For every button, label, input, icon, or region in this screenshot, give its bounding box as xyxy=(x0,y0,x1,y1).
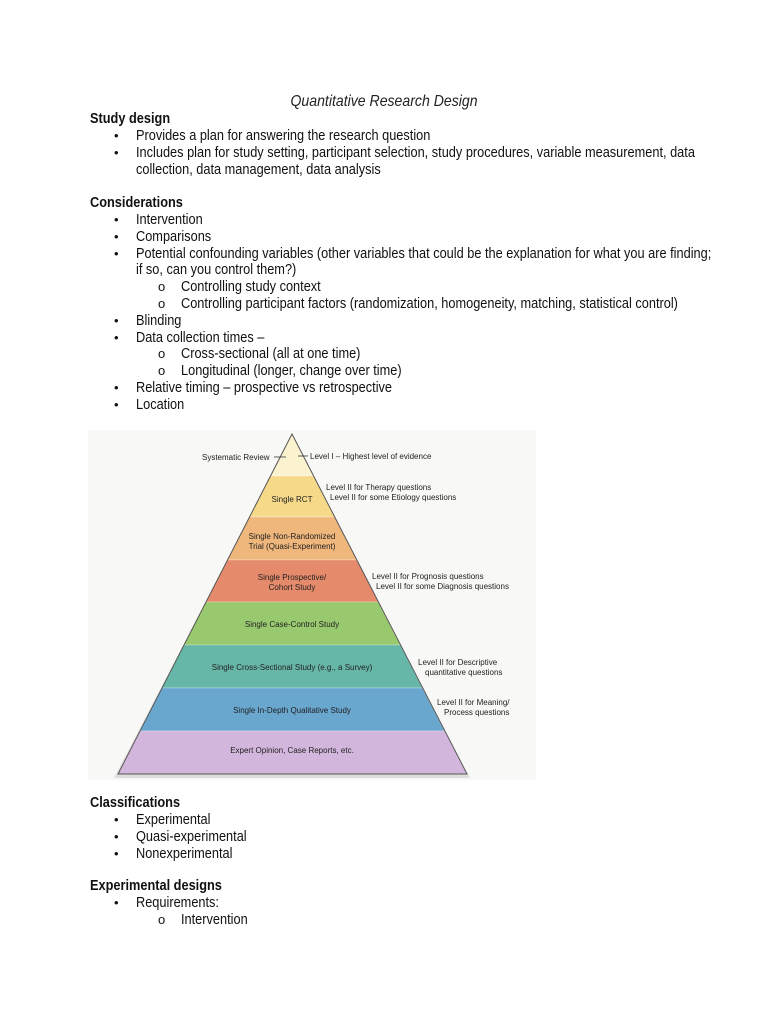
list-item: • Provides a plan for answering the research question xyxy=(114,128,431,144)
systematic-review-label: Systematic Review xyxy=(202,453,270,462)
bullet: • xyxy=(114,144,119,160)
level-label-quasi-line1: Single Non-Randomized xyxy=(248,532,336,541)
level-label-cohort-line2: Cohort Study xyxy=(268,583,316,592)
bullet: • xyxy=(114,128,119,143)
study-design-list xyxy=(90,128,730,178)
bullet: • xyxy=(114,379,119,395)
list-item: • Relative timing – prospective vs retrospective xyxy=(114,379,393,396)
level-label-quasi-line2: Trial (Quasi-Experiment) xyxy=(248,542,336,551)
sublist xyxy=(136,346,730,380)
experimental-designs-section xyxy=(90,878,730,929)
annotation-descriptive-line1: Level II for Descriptive xyxy=(418,658,498,667)
annotation-prognosis: Level II for Prognosis questions xyxy=(372,572,484,581)
level-label-cohort-line1: Single Prospective/ xyxy=(257,573,327,582)
sublist xyxy=(136,912,730,929)
experimental-designs-heading: Experimental designs xyxy=(90,878,222,894)
level-label-qualitative: Single In-Depth Qualitative Study xyxy=(233,706,351,715)
bullet: • xyxy=(114,228,119,244)
list-item: • Experimental xyxy=(114,812,211,828)
evidence-pyramid xyxy=(88,430,536,780)
list-item: • Location xyxy=(114,396,185,413)
bullet: • xyxy=(114,329,119,345)
level-label-case-control: Single Case-Control Study xyxy=(244,620,340,629)
evidence-pyramid-figure xyxy=(88,430,536,780)
list-item: • Potential confounding variables (other variables that could be the explanation for what you are finding; if so, can you control them?) o Controlling study context o Controlling participant factors (randomization, homogeneity, matching, statistical control) xyxy=(90,246,730,313)
bullet: • xyxy=(114,895,119,910)
bullet: • xyxy=(114,812,119,827)
annotation-diagnosis: Level II for some Diagnosis questions xyxy=(376,582,509,591)
bullet: • xyxy=(114,212,119,227)
circle-bullet: o xyxy=(158,295,166,311)
annotation-therapy: Level II for Therapy questions xyxy=(326,483,432,492)
bullet: • xyxy=(114,245,119,261)
circle-bullet: o xyxy=(158,279,166,295)
sublist-item: o Longitudinal (longer, change over time) xyxy=(158,363,402,380)
list-item: • Requirements: o Intervention xyxy=(90,895,730,929)
sublist xyxy=(136,279,730,313)
bullet: • xyxy=(114,845,119,861)
list-item: • Includes plan for study setting, participant selection, study procedures, variable measurement, data collection, data management, data analysis xyxy=(114,144,695,178)
bullet: • xyxy=(114,828,119,844)
list-item: • Data collection times – o Cross-sectional (all at one time) o Longitudinal (longer, change over time) xyxy=(90,330,730,380)
list-item: • Intervention xyxy=(114,212,203,228)
circle-bullet: o xyxy=(158,363,166,379)
classifications-heading: Classifications xyxy=(90,795,181,811)
list-item: • Quasi-experimental xyxy=(114,828,247,845)
classifications-list xyxy=(90,812,730,862)
sublist-item: o Intervention xyxy=(158,911,248,928)
circle-bullet: o xyxy=(158,346,166,362)
annotation-level1: Level I – Highest level of evidence xyxy=(310,452,432,461)
list-item: • Nonexperimental xyxy=(114,845,233,862)
annotation-meaning-line2: Process questions xyxy=(444,708,510,717)
bullet: • xyxy=(114,396,119,412)
page-title: Quantitative Research Design xyxy=(290,93,478,110)
pyramid-level-band xyxy=(270,434,313,476)
sublist-item: o Controlling participant factors (randomization, homogeneity, matching, statistical control) xyxy=(158,295,678,312)
annotation-descriptive-line2: quantitative questions xyxy=(425,668,503,677)
bullet: • xyxy=(114,312,119,328)
sublist-item: o Controlling study context xyxy=(158,279,321,296)
list-item: • Blinding xyxy=(114,312,182,329)
level-label-expert-opinion: Expert Opinion, Case Reports, etc. xyxy=(230,746,354,755)
circle-bullet: o xyxy=(158,911,166,927)
classifications-section xyxy=(90,795,730,862)
experimental-designs-list xyxy=(90,895,730,929)
study-design-heading: Study design xyxy=(90,111,171,127)
considerations-section xyxy=(90,195,730,414)
sublist-item: o Cross-sectional (all at one time) xyxy=(158,346,361,363)
level-label-cross-sectional: Single Cross-Sectional Study (e.g., a Survey) xyxy=(211,663,373,672)
level-label-single-rct: Single RCT xyxy=(271,495,313,504)
considerations-heading: Considerations xyxy=(90,195,183,211)
annotation-etiology: Level II for some Etiology questions xyxy=(330,493,457,502)
study-design-section xyxy=(90,111,730,178)
annotation-meaning-line1: Level II for Meaning/ xyxy=(437,698,510,707)
list-item: • Comparisons xyxy=(114,228,212,245)
considerations-list xyxy=(90,212,730,414)
